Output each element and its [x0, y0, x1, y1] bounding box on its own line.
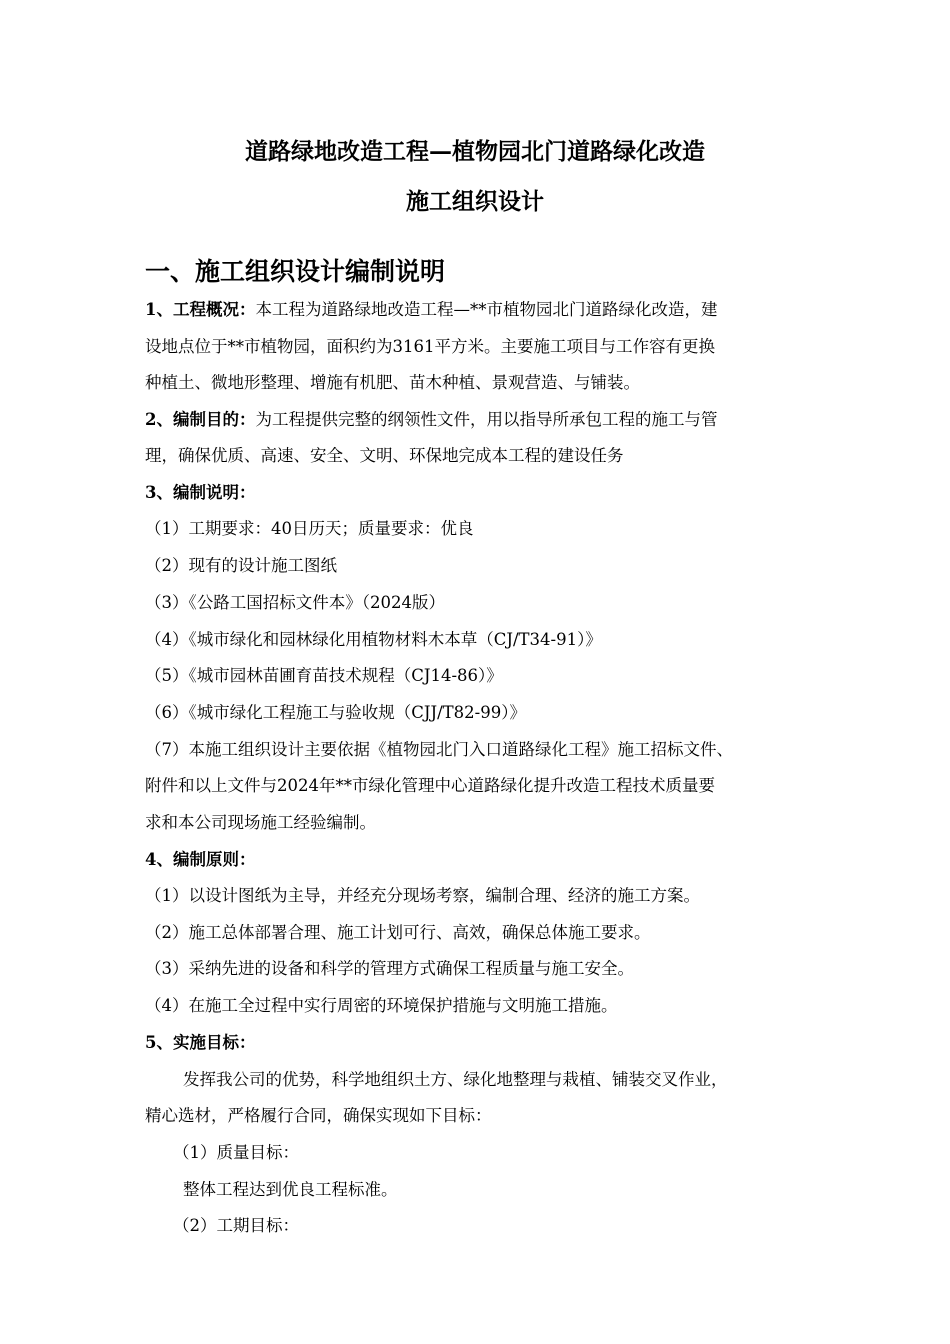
list-item [145, 701, 815, 725]
paragraph-line [183, 1068, 823, 1092]
list-item [173, 1141, 813, 1165]
line-text: （4）在施工全过程中实行周密的环境保护措施与文明施工措施。 [145, 996, 618, 1015]
line-text: 理，确保优质、高速、安全、文明、环保地完成本工程的建设任务 [145, 446, 624, 465]
document-title-line2: 施工组织设计 [406, 188, 544, 215]
paragraph-line [145, 481, 815, 505]
line-text: （3）采纳先进的设备和科学的管理方式确保工程质量与施工安全。 [145, 959, 634, 978]
list-item [173, 1214, 813, 1238]
list-item [145, 517, 815, 541]
paragraph-line [145, 848, 815, 872]
line-text: 整体工程达到优良工程标准。 [183, 1180, 398, 1199]
paragraph-line [145, 1031, 815, 1055]
line-text: （5）《城市园林苗圃育苗技术规程（CJ14-86）》 [145, 666, 503, 685]
line-text: 设地点位于**市植物园，面积约为3161平方米。主要施工项目与工作容有更换 [145, 337, 715, 356]
line-text: （6）《城市绿化工程施工与验收规（CJJ/T82-99）》 [145, 703, 526, 722]
line-text: 附件和以上文件与2024年**市绿化管理中心道路绿化提升改造工程技术质量要 [145, 776, 715, 795]
list-item [145, 554, 815, 578]
line-text: 发挥我公司的优势，科学地组织土方、绿化地整理与栽植、铺装交叉作业， [183, 1070, 728, 1089]
item-label: 3、编制说明： [145, 483, 256, 502]
list-item [145, 591, 815, 615]
line-text: （3）《公路工国招标文件本》（2024版） [145, 593, 445, 612]
document-title-line1: 道路绿地改造工程—植物园北门道路绿化改造 [245, 138, 705, 165]
list-item [145, 884, 815, 908]
item-label: 1、工程概况： [145, 300, 256, 319]
item-label: 5、实施目标： [145, 1033, 256, 1052]
list-item [145, 738, 815, 762]
list-item [145, 664, 815, 688]
list-item [145, 921, 815, 945]
line-text: （2）工期目标： [173, 1216, 299, 1235]
section-heading: 一、施工组织设计编制说明 [145, 257, 446, 286]
item-label: 2、编制目的： [145, 410, 256, 429]
item-label: 4、编制原则： [145, 850, 256, 869]
paragraph-line [145, 811, 815, 835]
line-text: （1）质量目标： [173, 1143, 299, 1162]
paragraph-line [145, 408, 815, 432]
line-text: 求和本公司现场施工经验编制。 [145, 813, 376, 832]
paragraph-line [145, 444, 815, 468]
line-text: 精心选材，严格履行合同，确保实现如下目标： [145, 1106, 492, 1125]
list-item [145, 994, 815, 1018]
line-text: 本工程为道路绿地改造工程—**市植物园北门道路绿化改造，建 [255, 300, 718, 319]
line-text: （2）施工总体部署合理、施工计划可行、高效，确保总体施工要求。 [145, 923, 651, 942]
line-text: 种植土、微地形整理、增施有机肥、苗木种植、景观营造、与铺装。 [145, 373, 640, 392]
paragraph-line [145, 1104, 815, 1128]
line-text: （2）现有的设计施工图纸 [145, 556, 337, 575]
paragraph-line [145, 335, 815, 359]
line-text: 为工程提供完整的纲领性文件，用以指导所承包工程的施工与管 [255, 410, 718, 429]
list-item [145, 628, 815, 652]
line-text: （7）本施工组织设计主要依据《植物园北门入口道路绿化工程》施工招标文件、 [145, 740, 733, 759]
list-item [145, 957, 815, 981]
paragraph-line [145, 774, 815, 798]
paragraph-line [145, 371, 815, 395]
paragraph-line [145, 298, 815, 322]
paragraph-line [183, 1178, 823, 1202]
line-text: （1）以设计图纸为主导，并经充分现场考察，编制合理、经济的施工方案。 [145, 886, 700, 905]
line-text: （4）《城市绿化和园林绿化用植物材料木本草（CJ/T34-91）》 [145, 630, 602, 649]
line-text: （1）工期要求：40日历天；质量要求：优良 [145, 519, 474, 538]
